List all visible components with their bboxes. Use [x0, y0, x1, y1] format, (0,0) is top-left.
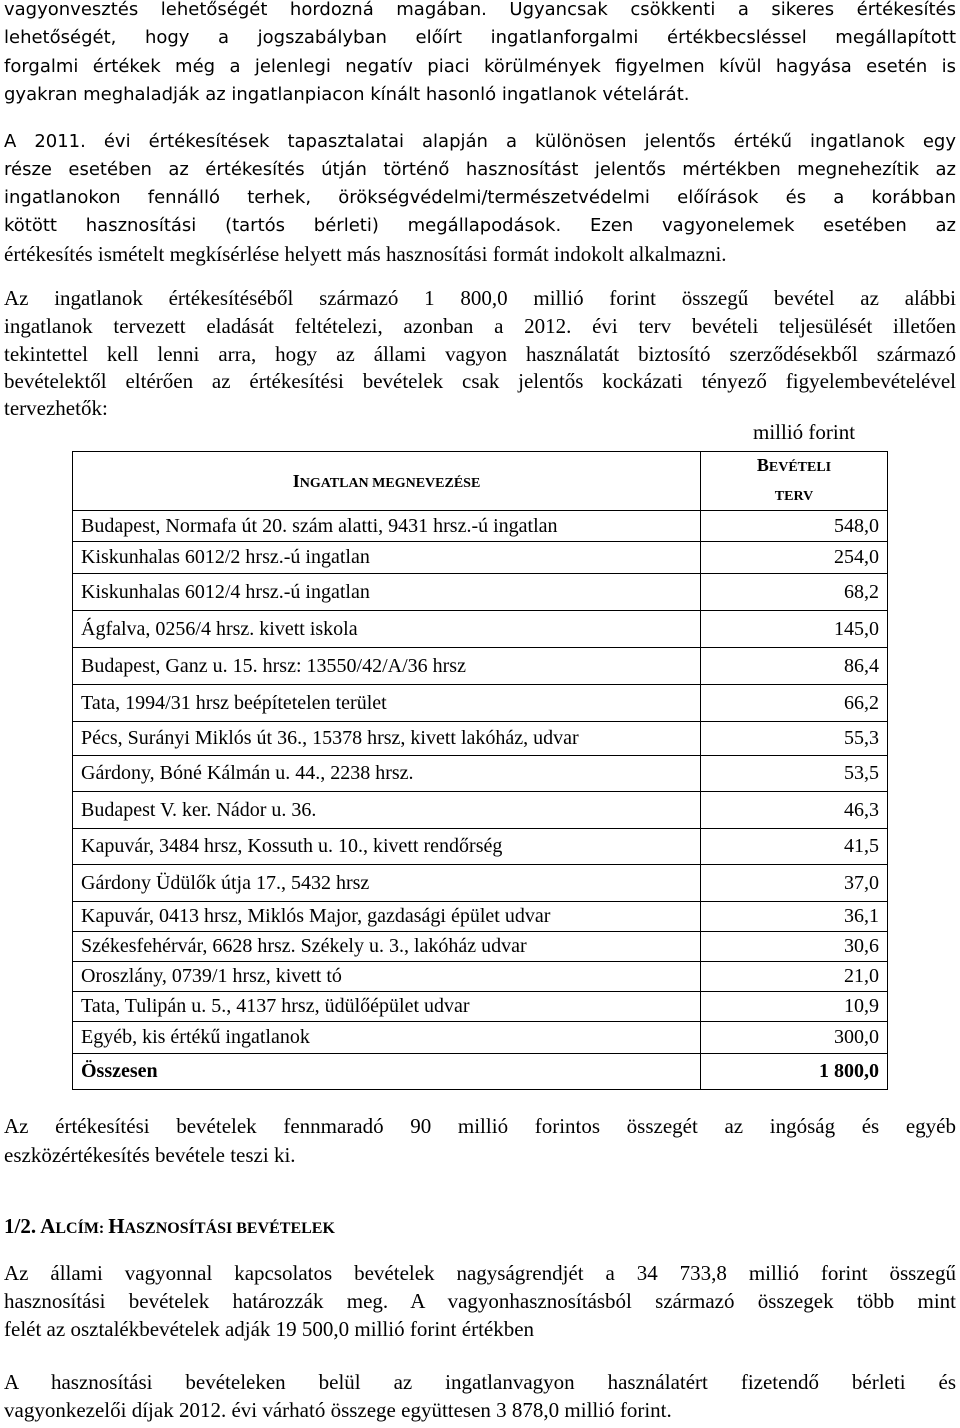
planned-revenue-cell: 46,3: [701, 792, 888, 829]
property-name-cell: Budapest V. ker. Nádor u. 36.: [73, 792, 701, 829]
property-name-cell: Kiskunhalas 6012/2 hrsz.-ú ingatlan: [73, 542, 701, 574]
property-name-cell: Pécs, Surányi Miklós út 36., 15378 hrsz, kivett lakóház, udvar: [73, 722, 701, 756]
paragraph-1-line-1: vagyonvesztés lehetőségét hordozná magában. Ugyancsak csökkenti a sikeres értékesítés: [4, 0, 956, 20]
section-heading: 1/2. ALCÍM: HASZNOSÍTÁSI BEVÉTELEK: [4, 1214, 335, 1238]
paragraph-3-line-2: ingatlanok tervezett eladását feltételezi, azonban a 2012. évi terv bevételi teljesülését illetően: [4, 314, 956, 338]
header-planned-revenue: BEVÉTELI TERV: [701, 452, 888, 511]
planned-revenue-cell: 36,1: [701, 902, 888, 932]
paragraph-5-line-1: Az állami vagyonnal kapcsolatos bevételek nagyságrendjét a 34 733,8 millió forint összegű: [4, 1261, 956, 1285]
property-name-cell: Budapest, Ganz u. 15. hrsz: 13550/42/A/36 hrsz: [73, 648, 701, 685]
property-name-cell: Ágfalva, 0256/4 hrsz. kivett iskola: [73, 611, 701, 648]
table-row: [73, 1022, 888, 1054]
property-name-cell: Gárdony Üdülők útja 17., 5432 hrsz: [73, 865, 701, 902]
property-name-cell: Székesfehérvár, 6628 hrsz. Székely u. 3., lakóház udvar: [73, 932, 701, 962]
planned-revenue-cell: 254,0: [701, 542, 888, 574]
paragraph-1-line-4: gyakran meghaladják az ingatlanpiacon kínált hasonló ingatlanok vételárát.: [4, 84, 690, 105]
planned-revenue-cell: 548,0: [701, 511, 888, 542]
paragraph-6-line-2: vagyonkezelői díjak 2012. évi várható összege együttesen 3 878,0 millió forint.: [4, 1398, 672, 1422]
property-name-cell: Tata, 1994/31 hrsz beépítetelen terület: [73, 685, 701, 722]
planned-revenue-cell: 66,2: [701, 685, 888, 722]
table-row: [73, 685, 888, 722]
paragraph-3-line-5: tervezhetők:: [4, 396, 108, 420]
paragraph-3-line-4: bevételektől eltérően az értékesítési bevételek csak jelentős kockázati tényező figyelembevételével: [4, 369, 956, 393]
planned-revenue-cell: 30,6: [701, 932, 888, 962]
planned-revenue-cell: 86,4: [701, 648, 888, 685]
property-name-cell: Kapuvár, 3484 hrsz, Kossuth u. 10., kivett rendőrség: [73, 829, 701, 865]
planned-revenue-cell: 37,0: [701, 865, 888, 902]
table-row: [73, 992, 888, 1022]
paragraph-2-line-5: értékesítés ismételt megkísérlése helyett más hasznosítási formát indokolt alkalmazni.: [4, 242, 727, 266]
table-row: [73, 902, 888, 932]
paragraph-1-line-3: forgalmi értékek még a jelenlegi negatív piaci körülmények figyelmen kívül hagyása esetén is: [4, 56, 956, 77]
property-name-cell: Kapuvár, 0413 hrsz, Miklós Major, gazdasági épület udvar: [73, 902, 701, 932]
planned-revenue-cell: 145,0: [701, 611, 888, 648]
planned-revenue-cell: 55,3: [701, 722, 888, 756]
table-unit-label: millió forint: [753, 420, 856, 444]
table-header-row: [73, 452, 888, 511]
table-total-row: [73, 1054, 888, 1090]
table-row: [73, 648, 888, 685]
table-row: [73, 932, 888, 962]
planned-revenue-cell: 53,5: [701, 756, 888, 792]
property-name-cell: Gárdony, Bóné Kálmán u. 44., 2238 hrsz.: [73, 756, 701, 792]
paragraph-3-line-1: Az ingatlanok értékesítéséből származó 1 800,0 millió forint összegű bevétel az alábbi: [4, 286, 956, 310]
paragraph-2-line-2: része esetében az értékesítés útján történő hasznosítást jelentős mértékben megnehezítik az: [4, 159, 956, 180]
total-label: Összesen: [73, 1054, 701, 1090]
table-row: [73, 865, 888, 902]
planned-revenue-cell: 41,5: [701, 829, 888, 865]
paragraph-2-line-1: A 2011. évi értékesítések tapasztalatai alapján a különösen jelentős értékű ingatlanok egy: [4, 131, 956, 152]
header-property-name: INGATLAN MEGNEVEZÉSE: [73, 452, 701, 511]
property-name-cell: Tata, Tulipán u. 5., 4137 hrsz, üdülőépület udvar: [73, 992, 701, 1022]
property-sales-table: [72, 451, 888, 1090]
paragraph-5-line-2: hasznosítási bevételek határozzák meg. A vagyonhasznosításból származó összegek több mint: [4, 1289, 956, 1313]
planned-revenue-cell: 10,9: [701, 992, 888, 1022]
table-row: [73, 511, 888, 542]
table-row: [73, 542, 888, 574]
planned-revenue-cell: 68,2: [701, 574, 888, 611]
table-row: [73, 962, 888, 992]
paragraph-4-line-1: Az értékesítési bevételek fennmaradó 90 millió forintos összegét az ingóság és egyéb: [4, 1114, 956, 1138]
table-row: [73, 574, 888, 611]
table-row: [73, 611, 888, 648]
paragraph-5-line-3: felét az osztalékbevételek adják 19 500,0 millió forint értékben: [4, 1317, 535, 1341]
table-row: [73, 722, 888, 756]
property-name-cell: Kiskunhalas 6012/4 hrsz.-ú ingatlan: [73, 574, 701, 611]
property-name-cell: Budapest, Normafa út 20. szám alatti, 9431 hrsz.-ú ingatlan: [73, 511, 701, 542]
property-name-cell: Oroszlány, 0739/1 hrsz, kivett tó: [73, 962, 701, 992]
property-name-cell: Egyéb, kis értékű ingatlanok: [73, 1022, 701, 1054]
paragraph-3-line-3: tekintettel kell lenni arra, hogy az állami vagyon használatát biztosító szerződésekből származó: [4, 342, 956, 366]
total-value: 1 800,0: [701, 1054, 888, 1090]
table-row: [73, 756, 888, 792]
table-row: [73, 792, 888, 829]
paragraph-6-line-1: A hasznosítási bevételeken belül az ingatlanvagyon használatért fizetendő bérleti és: [4, 1370, 956, 1394]
paragraph-1-line-2: lehetőségét, hogy a jogszabályban előírt ingatlanforgalmi értékbecsléssel megállapított: [4, 27, 956, 48]
planned-revenue-cell: 300,0: [701, 1022, 888, 1054]
paragraph-2-line-4: kötött hasznosítási (tartós bérleti) megállapodások. Ezen vagyonelemek esetében az: [4, 215, 956, 236]
paragraph-4-line-2: eszközértékesítés bevétele teszi ki.: [4, 1143, 296, 1167]
planned-revenue-cell: 21,0: [701, 962, 888, 992]
paragraph-2-line-3: ingatlanokon fennálló terhek, örökségvédelmi/természetvédelmi előírások és a korábban: [4, 187, 956, 208]
table-row: [73, 829, 888, 865]
